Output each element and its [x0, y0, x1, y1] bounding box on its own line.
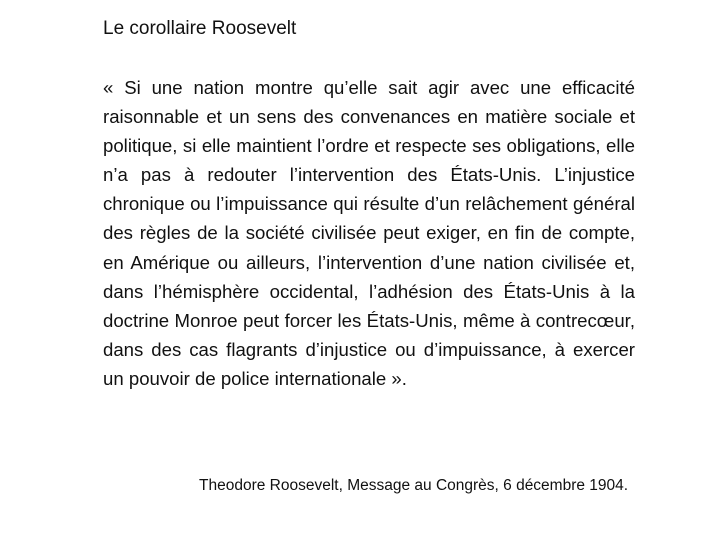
slide-title: Le corollaire Roosevelt: [103, 18, 297, 39]
quote-attribution: Theodore Roosevelt, Message au Congrès, 6 décembre 1904.: [199, 477, 629, 494]
quote-text: « Si une nation montre qu’elle sait agir avec une efficacité raisonnable et un sens des convenances en matière sociale et politique, si elle maintient l’ordre et respecte ses obligations, elle n’a pas à redouter l’intervention des États-Unis. L’injustice chronique ou l’impuissance qui résulte d’un relâchement général des règles de la société civilisée peut exiger, en fin de compte, en Amérique ou ailleurs, l’intervention d’une nation civilisée et, dans l’hémisphère occidental, l’adhésion des États-Unis à la doctrine Monroe peut forcer les États-Unis, même à contrecœur, dans des cas flagrants d’injustice ou d’impuissance, à exercer un pouvoir de police internationale ».: [103, 77, 635, 389]
